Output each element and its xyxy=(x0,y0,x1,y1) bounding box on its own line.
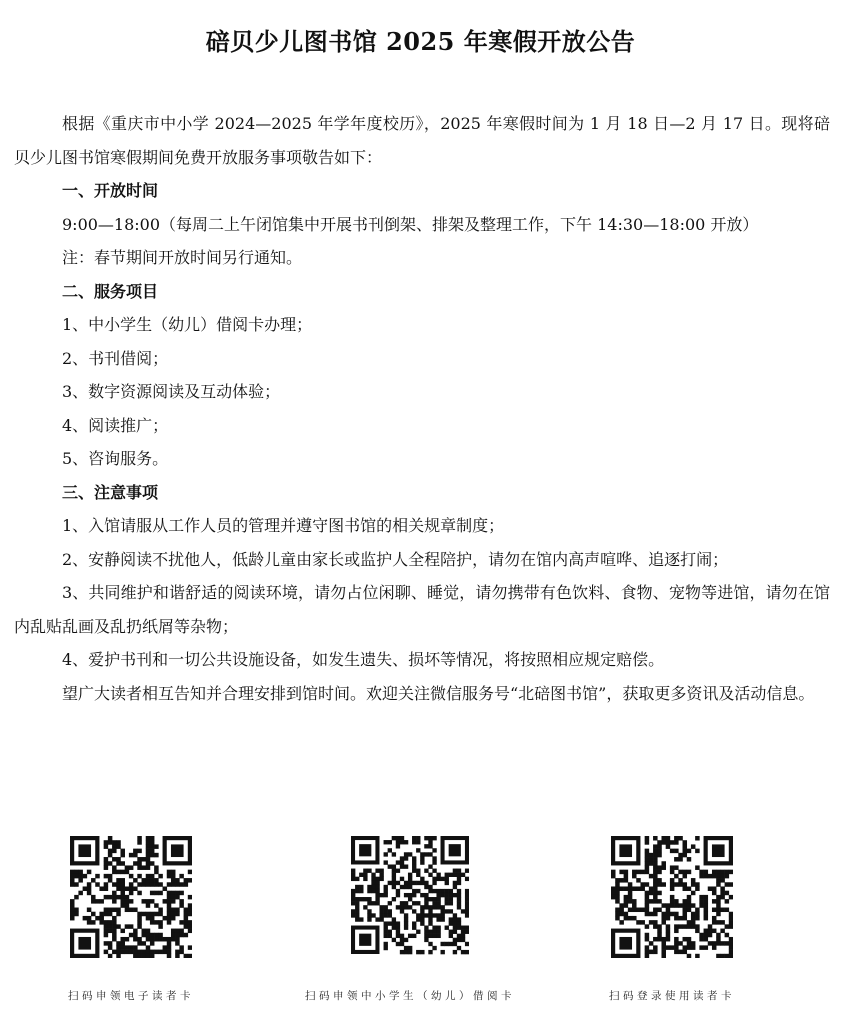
closing-paragraph: 望广大读者相互告知并合理安排到馆时间。欢迎关注微信服务号“北碚图书馆”，获取更多资讯及活动信息。 xyxy=(62,683,815,703)
qr-code-row xyxy=(0,836,841,1016)
service-item: 3、数字资源阅读及互动体验； xyxy=(62,382,281,401)
notice-item: 2、安静阅读不扰他人，低龄儿童由家长或监护人全程陪护，请勿在馆内高声喧哗、追逐打闹； xyxy=(62,549,729,569)
section-heading-notes: 三、注意事项 xyxy=(62,482,159,502)
qr-block-e-card xyxy=(11,836,251,1003)
qr-block-login xyxy=(552,836,792,1003)
service-item: 1、中小学生（幼儿）借阅卡办理； xyxy=(62,315,313,334)
service-item: 2、书刊借阅； xyxy=(62,348,169,368)
notice-body xyxy=(14,107,830,710)
qr-caption: 扫码登录使用读者卡 xyxy=(609,990,735,1002)
notice-item: 4、爱护书刊和一切公共设施设备，如发生遗失、损坏等情况，将按照相应规定赔偿。 xyxy=(62,650,665,669)
hours-note: 注：春节期间开放时间另行通知。 xyxy=(62,248,303,267)
qr-code-icon[interactable] xyxy=(70,836,192,958)
section-heading-services: 二、服务项目 xyxy=(62,281,159,301)
qr-caption: 扫码申领中小学生（幼儿）借阅卡 xyxy=(305,990,515,1002)
qr-code-icon[interactable] xyxy=(611,836,733,958)
intro-paragraph: 根据《重庆市中小学 2024—2025 年学年度校历》，2025 年寒假时间为 1 月 18 日—2 月 17 日。现将碚贝少儿图书馆寒假期间免费开放服务事项敬告如下： xyxy=(14,114,830,167)
qr-caption: 扫码申领电子读者卡 xyxy=(68,990,194,1002)
section-heading-hours: 一、开放时间 xyxy=(62,181,159,200)
page-title: 碚贝少儿图书馆 2025 年寒假开放公告 xyxy=(205,27,636,56)
qr-code-icon[interactable] xyxy=(351,836,469,958)
notice-item: 1、入馆请服从工作人员的管理并遵守图书馆的相关规章制度； xyxy=(62,516,505,535)
service-item: 4、阅读推广； xyxy=(62,415,169,435)
opening-hours: 9:00—18:00（每周二上午闭馆集中开展书刊倒架、排架及整理工作，下午 14:30—18:00 开放） xyxy=(62,214,759,234)
service-item: 5、咨询服务。 xyxy=(62,449,169,468)
notice-item: 3、共同维护和谐舒适的阅读环境，请勿占位闲聊、睡觉，请勿携带有色饮料、食物、宠物等进馆，请勿在馆内乱贴乱画及乱扔纸屑等杂物； xyxy=(14,583,830,636)
qr-block-student-card xyxy=(290,836,530,1003)
